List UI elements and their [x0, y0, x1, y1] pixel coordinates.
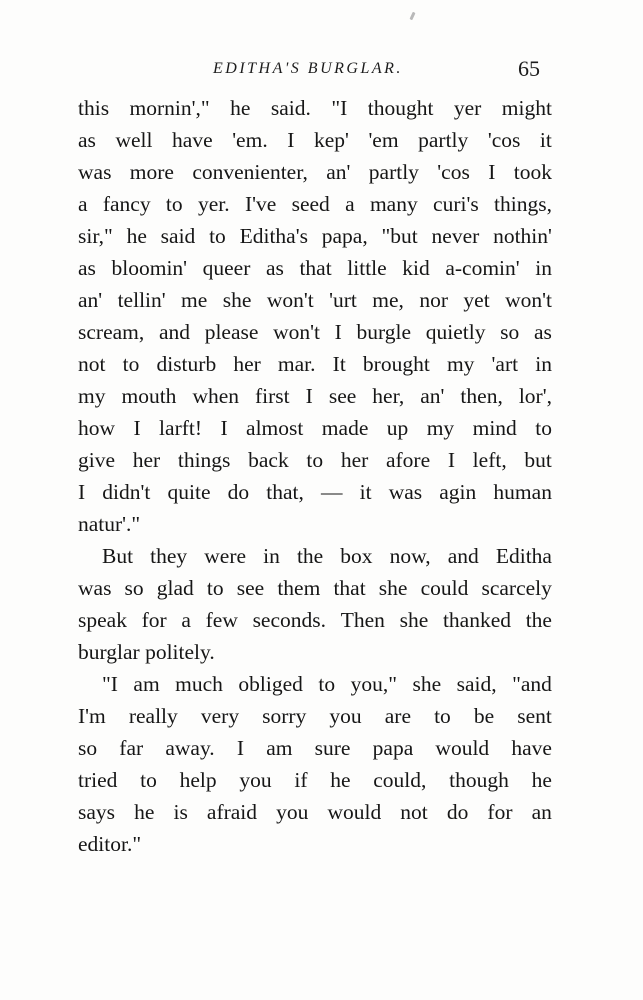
text-line: give her things back to her afore I left, but: [78, 448, 552, 472]
text-line: I'm really very sorry you are to be sent: [78, 704, 552, 728]
print-speck: [409, 12, 415, 21]
text-line: as bloomin' queer as that little kid a-comin' in: [78, 256, 552, 280]
text-line: as well have 'em. I kep' 'em partly 'cos it: [78, 128, 552, 152]
paragraph: [78, 672, 552, 864]
text-line: editor.": [78, 832, 142, 856]
running-head: [0, 56, 643, 86]
text-line: But they were in the box now, and Editha: [102, 544, 552, 568]
text-line: burglar politely.: [78, 640, 215, 664]
text-line: natur'.": [78, 512, 141, 536]
paragraph: [78, 96, 552, 544]
body-text: [78, 96, 552, 864]
text-line: scream, and please won't I burgle quietly so as: [78, 320, 552, 344]
text-line: was more convenienter, an' partly 'cos I took: [78, 160, 552, 184]
text-line: a fancy to yer. I've seed a many curi's things,: [78, 192, 552, 216]
text-line: I didn't quite do that, — it was agin human: [78, 480, 552, 504]
text-line: how I larft! I almost made up my mind to: [78, 416, 552, 440]
text-line: an' tellin' me she won't 'urt me, nor yet won't: [78, 288, 552, 312]
paragraph: [78, 544, 552, 672]
text-line: speak for a few seconds. Then she thanked the: [78, 608, 552, 632]
text-line: my mouth when first I see her, an' then, lor',: [78, 384, 552, 408]
text-line: sir," he said to Editha's papa, "but never nothin': [78, 224, 552, 248]
text-line: not to disturb her mar. It brought my 'art in: [78, 352, 552, 376]
text-line: was so glad to see them that she could scarcely: [78, 576, 552, 600]
text-line: "I am much obliged to you," she said, "and: [102, 672, 552, 696]
text-line: says he is afraid you would not do for an: [78, 800, 552, 824]
running-title: EDITHA'S BURGLAR.: [213, 60, 403, 77]
page-number: 65: [518, 56, 540, 81]
text-line: so far away. I am sure papa would have: [78, 736, 552, 760]
text-line: this mornin'," he said. "I thought yer might: [78, 96, 552, 120]
text-line: tried to help you if he could, though he: [78, 768, 552, 792]
